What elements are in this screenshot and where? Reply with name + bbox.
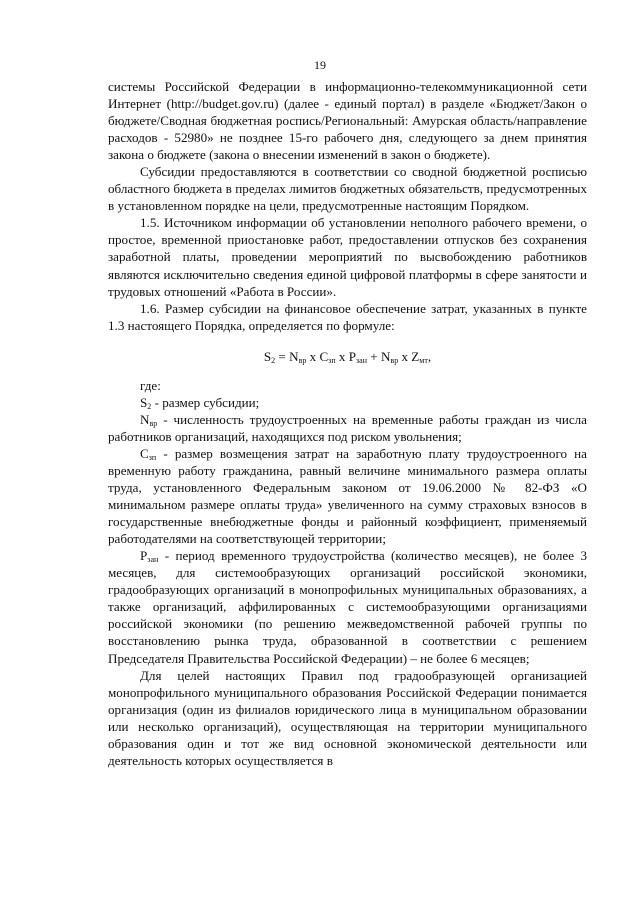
definition-p-zan: $P_{зан}$ - период временного трудоустройства (количество месяцев), не более 3 месяцев, для системообразующих организаций российской экономики, градообразующих организаций в монопрофильных муниципальных образованиях, а также организаций, аффилированных с системообразующими организациями российской экономики (по решению межведомственной рабочей группы по восстановлению рынка труда, образованной в соответствии с решением Председателя Правительства Российской Федерации) – не более 6 месяцев;	[108, 548, 587, 666]
paragraph-town-forming-definition: Для целей настоящих Правил под градообразующей организацией монопрофильного муниципального образования Российской Федерации понимается организация (один из филиалов юридического лица в муниципальном образовании или несколько организаций), осуществляющая на территории муниципального образования один и тот же вид основной экономической деятельности или деятельность которых осуществляется в	[108, 667, 587, 768]
paragraph-1-5: 1.5. Источником информации об установлении неполного рабочего времени, о простое, временной приостановке работ, предоставлении отпусков без сохранения заработной платы, проведении мероприятий по высвобождению работников являются исключительно сведения единой цифровой платформы в сфере занятости и трудовых отношений «Работа в России».	[108, 215, 587, 299]
paragraph-portal-publication: системы Российской Федерации в информационно-телекоммуникационной сети Интернет (http://budget.gov.ru) (далее - единый портал) в разделе «Бюджет/Закон о бюджете/Сводная бюджетная роспись/Региональный: Амурская область/направление расходов - 52980» не позднее 15-го рабочего дня, следующего за днем принятия закона о бюджете (закона о внесении изменений в закон о бюджете).	[108, 79, 587, 163]
page-number: 19	[314, 58, 326, 72]
definition-n-vr: $N_{вр}$ - численность трудоустроенных на временные работы граждан из числа работников организаций, находящихся под риском увольнения;	[108, 411, 587, 444]
paragraph-1-6: 1.6. Размер субсидии на финансовое обеспечение затрат, указанных в пункте 1.3 настоящего Порядка, определяется по формуле:	[108, 300, 587, 333]
where-label: где:	[140, 377, 161, 393]
document-body	[108, 78, 587, 769]
paragraph-subsidy-provision: Субсидии предоставляются в соответствии со сводной бюджетной росписью областного бюджета в пределах лимитов бюджетных обязательств, предусмотренных в установленном порядке на цели, предусмотренные настоящим Порядком.	[108, 164, 587, 214]
definition-s2: $S_2$ - размер субсидии;	[140, 394, 260, 411]
definition-c-zp: $C_{зп}$ - размер возмещения затрат на заработную плату трудоустроенного на временную работу гражданина, равный величине минимального размера оплаты труда, установленного Федеральным законом от 19.06.2000 № 82-ФЗ «О минимальном размере оплаты труда» увеличенного на сумму страховых взносов в государственные внебюджетные фонды и районный коэффициент, применяемый работодателями на соответствующей территории;	[108, 445, 587, 547]
subsidy-formula: $S_2 = N_{вр}$ x $C_{зп}$ x $P_{зан} + N_{вр}$ x $Z_{мт}$,	[263, 348, 432, 365]
